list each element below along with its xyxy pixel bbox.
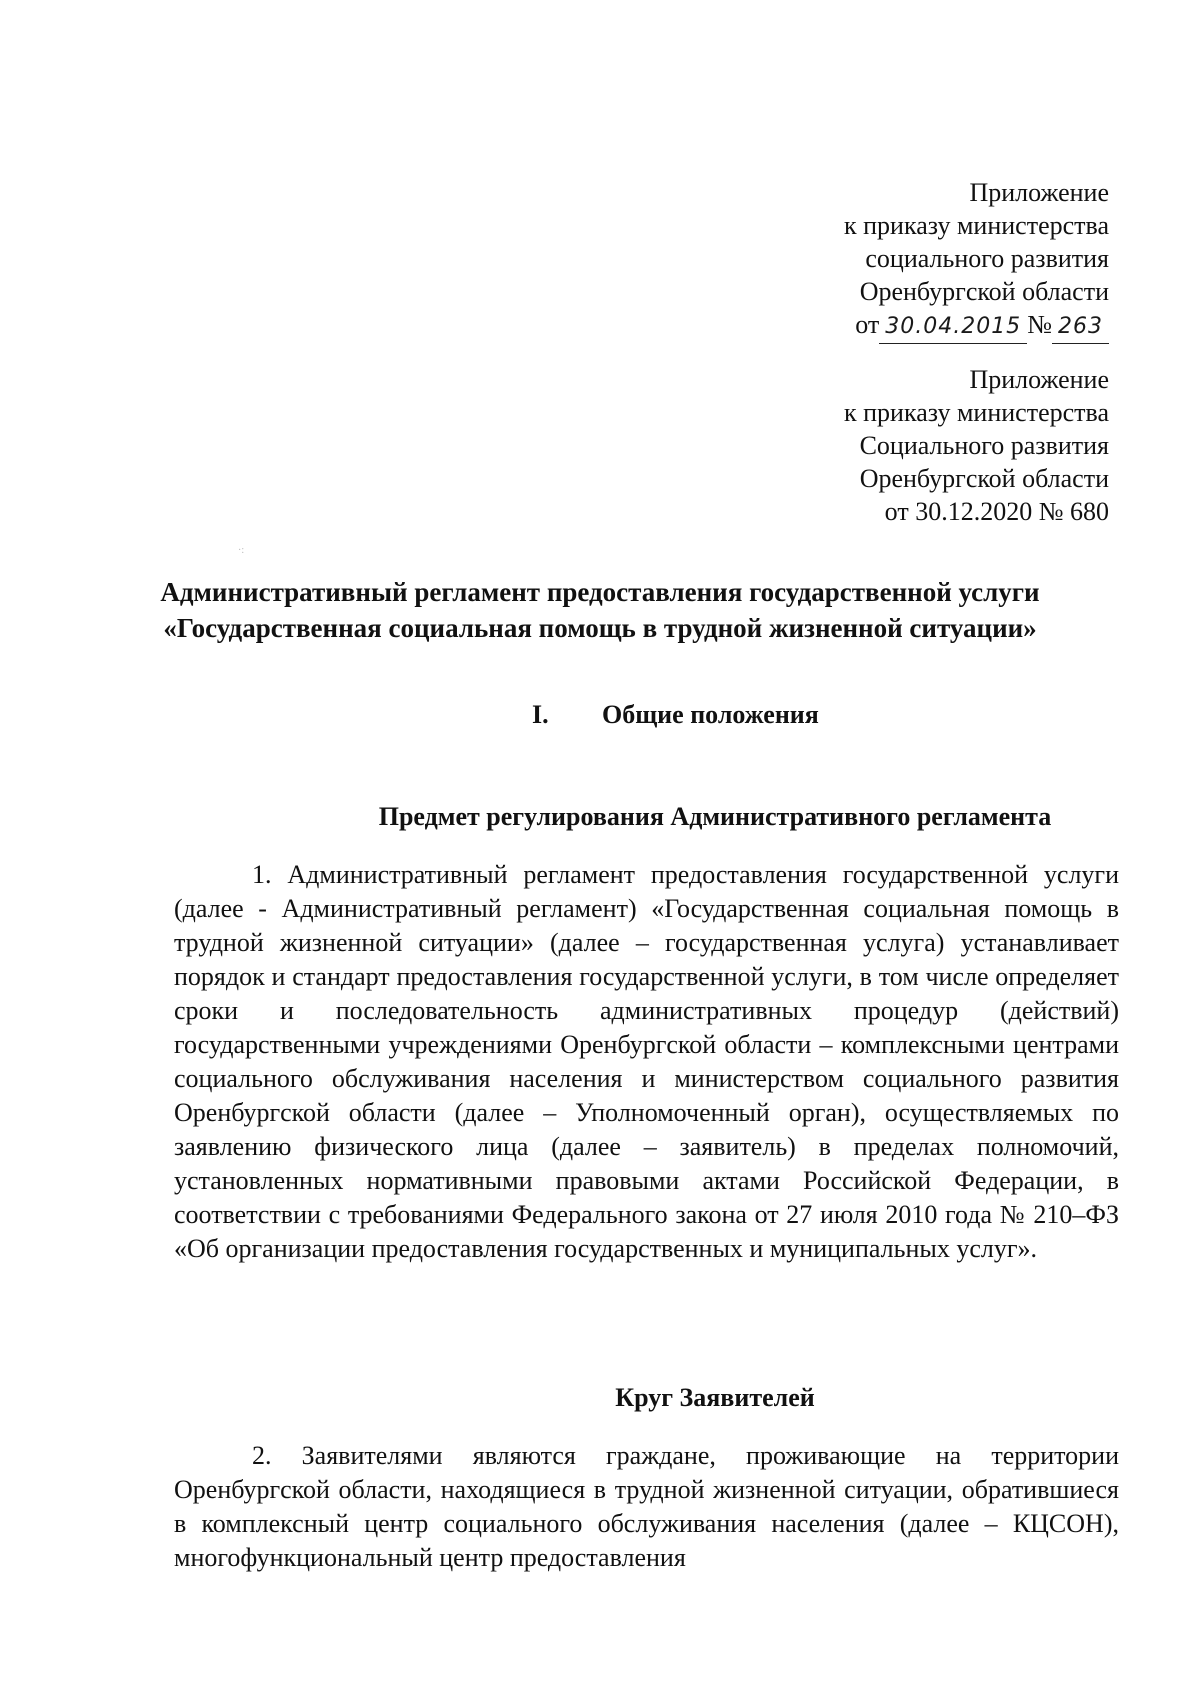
appendix-2-line1: Приложение: [969, 365, 1109, 394]
paragraph-1: [174, 858, 1119, 1266]
subsection-1-title: Предмет регулирования Административного регламента: [378, 802, 1052, 831]
document-title: [100, 574, 1100, 646]
appendix-block-2: [844, 363, 1109, 528]
appendix-1-date-line: [844, 308, 1109, 344]
appendix-2-line3: Социального развития: [859, 431, 1109, 460]
paragraph-1-text: 1. Административный регламент предоставления государственной услуги (далее - Административный регламент) «Государственная социальная помощь в трудной жизненной ситуации» (далее – государственная услуга) устанавливает порядок и стандарт предоставления государственной услуги, в том числе определяет сроки и последовательность административных процедур (действий) государственными учреждениями Оренбургской области – комплексными центрами социального обслуживания населения и министерством социального развития Оренбургской области (далее – Уполномоченный орган), осуществляемых по заявлению физического лица (далее – заявитель) в пределах полномочий, установленных нормативными правовыми актами Российской Федерации, в соответствии с требованиями Федерального закона от 27 июля 2010 года № 210–ФЗ «Об организации предоставления государственных и муниципальных услуг».: [174, 860, 1119, 1263]
appendix-1-line2: к приказу министерства: [844, 211, 1109, 240]
subsection-2-title: Круг Заявителей: [615, 1383, 815, 1412]
appendix-1-handwritten-number: 263: [1052, 310, 1109, 344]
document-title-line2: «Государственная социальная помощь в трудной жизненной ситуации»: [163, 613, 1037, 643]
appendix-block-1: [844, 176, 1109, 344]
appendix-1-date-prefix: от: [855, 310, 880, 339]
section-number: I.: [532, 700, 549, 729]
appendix-1-handwritten-date: 30.04.2015: [879, 310, 1027, 344]
scan-speck: ·:: [238, 545, 245, 556]
appendix-2-line4: Оренбургской области: [859, 464, 1109, 493]
paragraph-2-text: 2. Заявителями являются граждане, проживающие на территории Оренбургской области, находящиеся в трудной жизненной ситуации, обратившиеся в комплексный центр социального обслуживания населения (далее – КЦСОН), многофункциональный центр предоставления: [174, 1441, 1119, 1572]
section-title: Общие положения: [602, 700, 819, 729]
document-title-line1: Административный регламент предоставления государственной услуги: [160, 577, 1040, 607]
appendix-2-line2: к приказу министерства: [844, 398, 1109, 427]
appendix-1-line1: Приложение: [969, 178, 1109, 207]
appendix-1-line3: социального развития: [865, 244, 1109, 273]
paragraph-2: [174, 1439, 1119, 1575]
appendix-2-line5: от 30.12.2020 № 680: [884, 497, 1109, 526]
appendix-1-line4: Оренбургской области: [859, 277, 1109, 306]
appendix-1-number-prefix: №: [1027, 310, 1052, 339]
